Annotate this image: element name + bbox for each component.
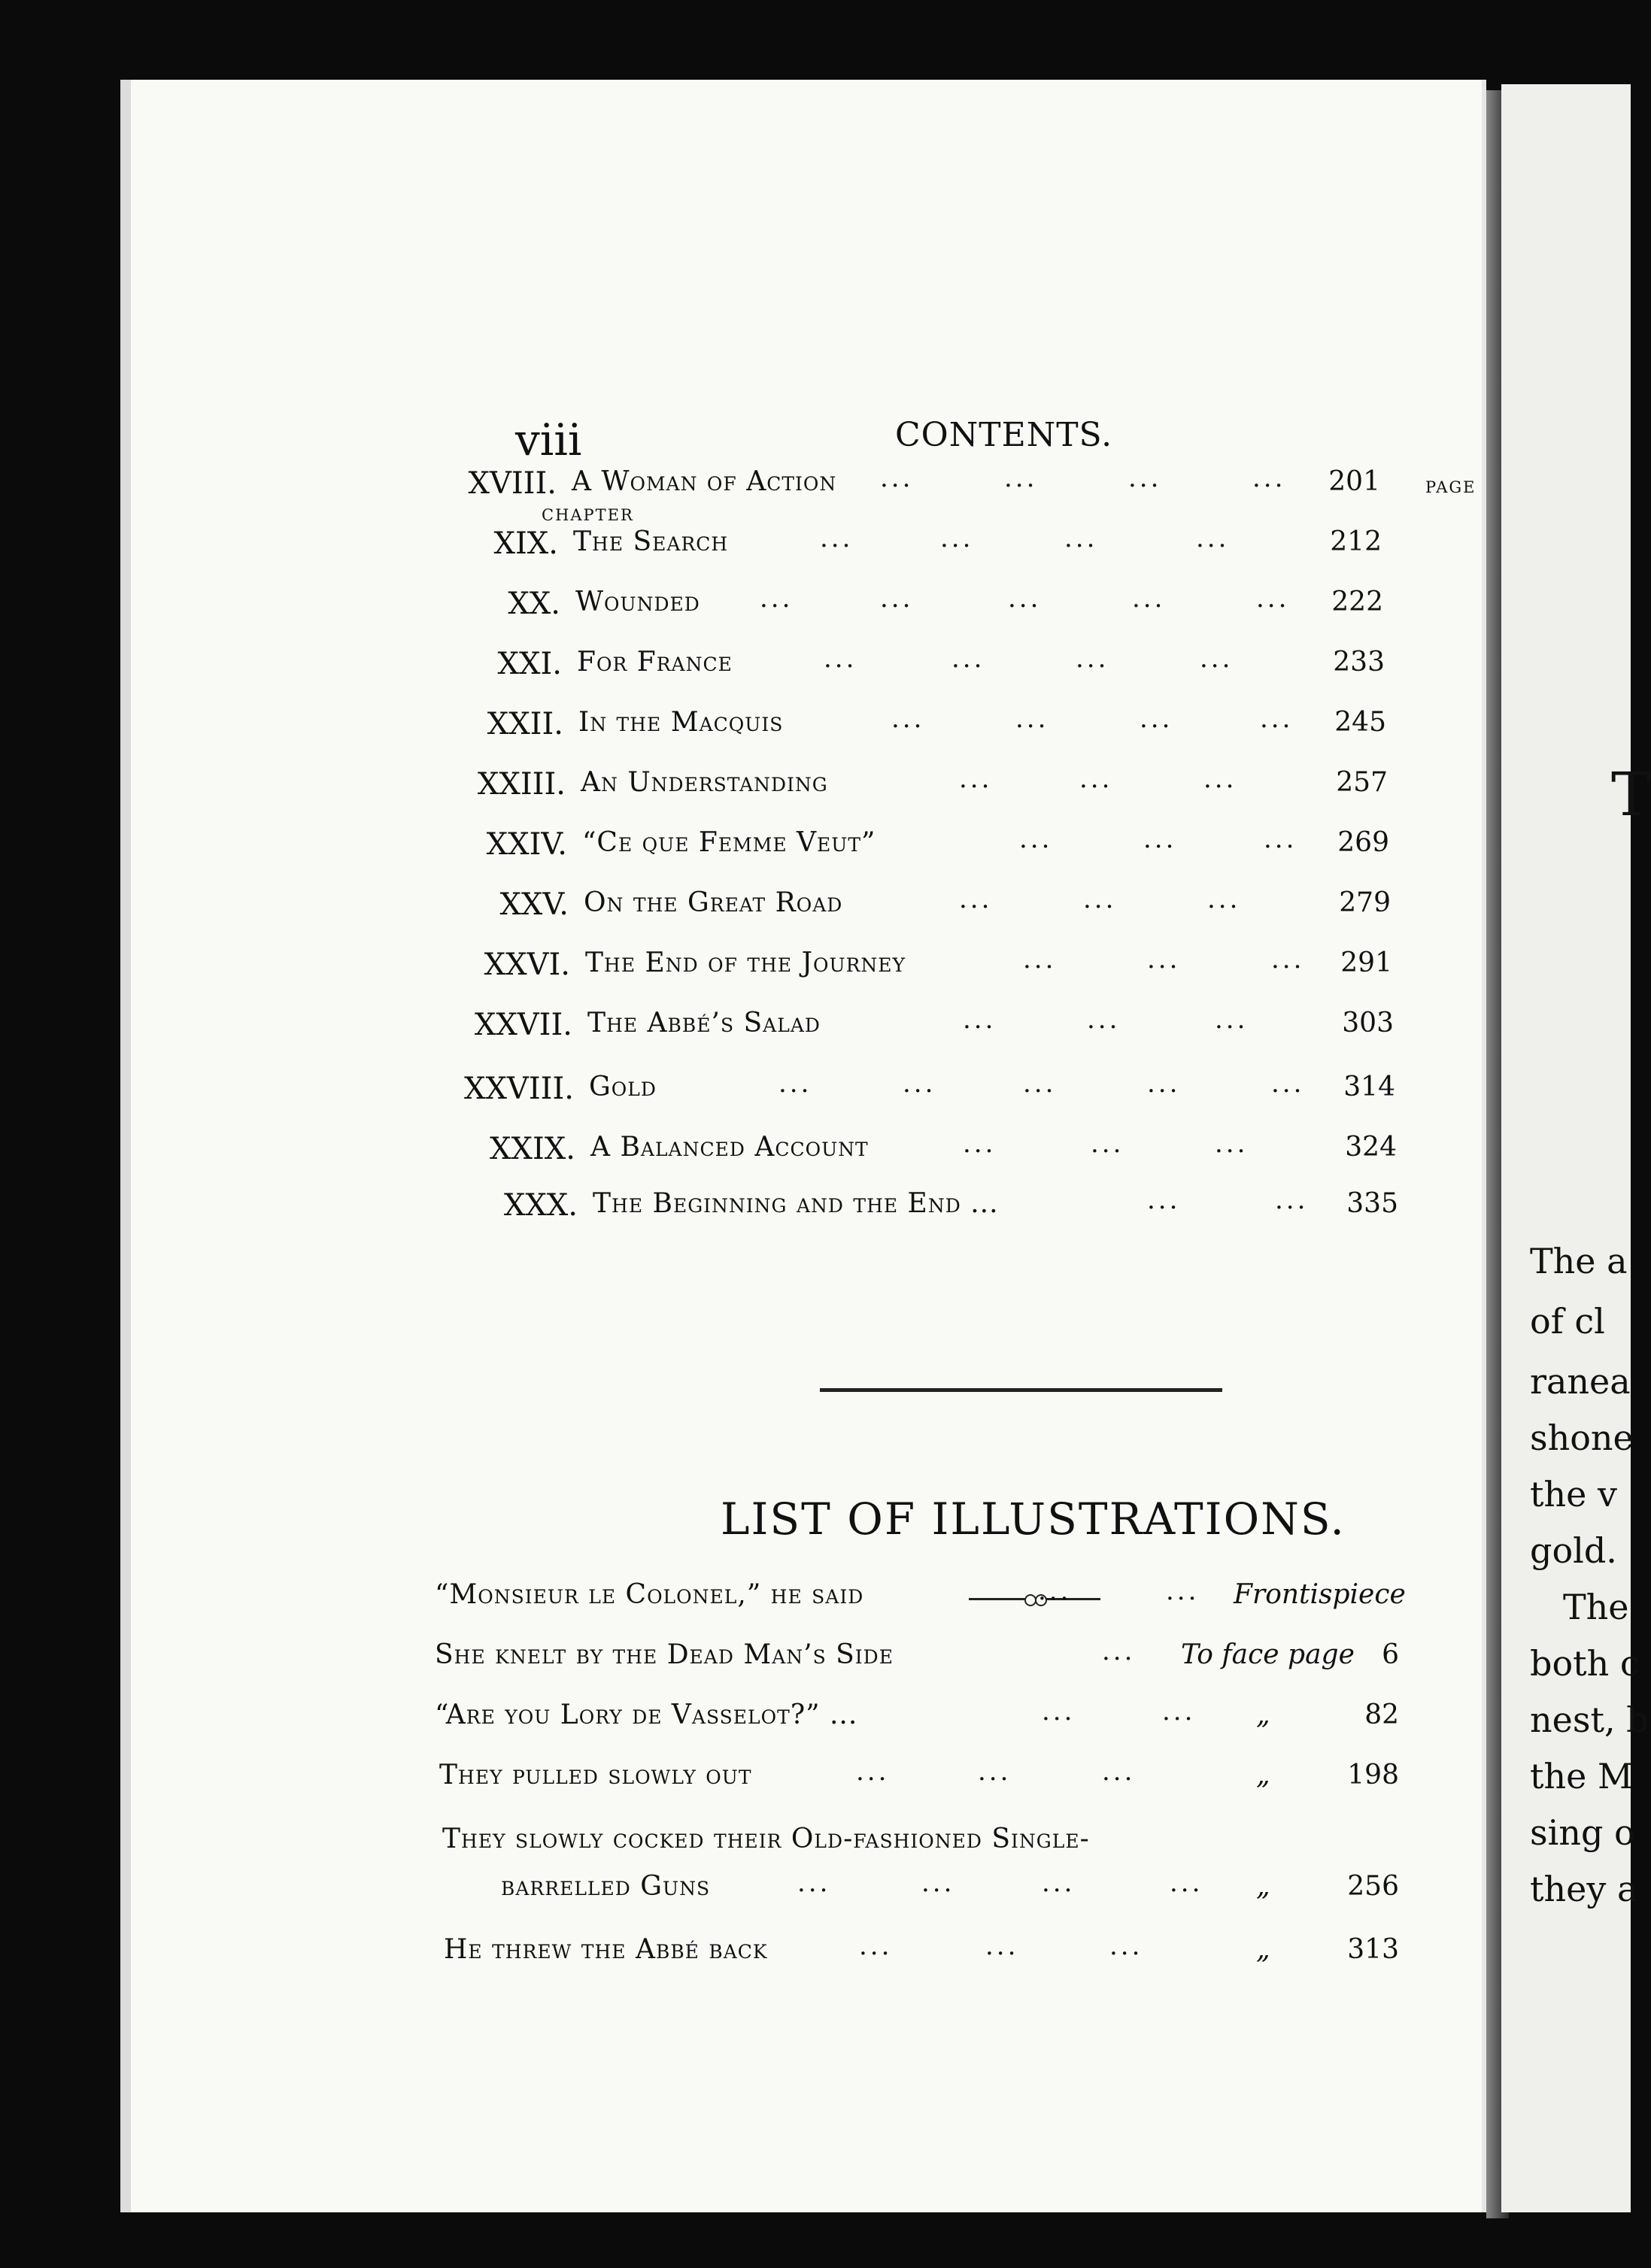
toc-chapter-title: The End of the Journey: [585, 948, 906, 978]
leader-dots: ...: [880, 463, 914, 493]
toc-chapter-title: The Abbé’s Salad: [587, 1008, 821, 1038]
facing-text-fragment: gold.: [1530, 1530, 1617, 1571]
toc-page-number: 233: [1333, 647, 1385, 678]
toc-entry: [447, 824, 1389, 872]
section-divider: [820, 1388, 1222, 1392]
illustration-page-number: 198: [1347, 1760, 1399, 1790]
leader-dots: ...: [903, 1069, 936, 1099]
leader-dots: ...: [1038, 1576, 1072, 1606]
facing-text-fragment: ranea: [1530, 1361, 1631, 1402]
page-column-label: PAGE: [1425, 478, 1476, 496]
facing-text-fragment: sing o: [1530, 1812, 1635, 1853]
leader-dots: ...: [1004, 463, 1038, 493]
toc-chapter-number: XVIII.: [468, 466, 557, 501]
leader-dots: ...: [959, 764, 993, 794]
toc-chapter-number: XXVII.: [474, 1008, 572, 1042]
toc-entry: [445, 764, 1388, 812]
illustration-page-number: 82: [1364, 1699, 1399, 1730]
leader-dots: ...: [1215, 1005, 1249, 1035]
toc-chapter-number: XXIX.: [490, 1132, 575, 1166]
leader-dots: ...: [824, 644, 857, 674]
toc-page-number: 335: [1346, 1188, 1398, 1219]
leader-dots: ...: [1087, 1005, 1121, 1035]
facing-text-fragment: The a: [1530, 1241, 1628, 1281]
toc-entry: [448, 884, 1391, 932]
leader-dots: ...: [1264, 824, 1297, 854]
leader-dots: ...: [859, 1931, 893, 1961]
illustration-caption: She knelt by the Dead Man’s Side: [435, 1639, 894, 1670]
toc-chapter-number: XX.: [508, 587, 560, 621]
leader-dots: ...: [1260, 704, 1294, 734]
leader-dots: ...: [880, 584, 914, 614]
illustration-entry: [439, 1757, 1399, 1805]
leader-dots: ...: [1271, 944, 1305, 975]
toc-page-number: 303: [1342, 1008, 1394, 1038]
toc-chapter-number: XXVIII.: [464, 1072, 574, 1106]
leader-dots: ...: [1196, 523, 1230, 553]
toc-chapter-title: For France: [577, 647, 733, 678]
leader-dots: ...: [760, 584, 794, 614]
facing-text-fragment: both c: [1530, 1643, 1640, 1684]
leader-dots: ...: [1102, 1757, 1136, 1787]
toc-chapter-title: The Search: [573, 526, 729, 557]
toc-entry: [452, 1005, 1394, 1053]
illustration-caption: barrelled Guns: [501, 1871, 711, 1902]
leader-dots: ...: [1076, 644, 1109, 674]
toc-entry: [442, 644, 1385, 692]
facing-text-fragment: the v: [1530, 1474, 1617, 1515]
toc-page-number: 257: [1336, 767, 1388, 798]
illustration-caption: They pulled slowly out: [439, 1760, 752, 1790]
facing-drop-letter: T: [1611, 760, 1651, 829]
page-number: viii: [515, 414, 582, 465]
illustration-placement: „: [1256, 1699, 1270, 1730]
toc-page-number: 291: [1340, 948, 1392, 978]
illustration-caption: “Are you Lory de Vasselot?” ...: [435, 1699, 858, 1730]
toc-chapter-title: An Understanding: [581, 767, 828, 798]
toc-chapter-title: A Woman of Action: [572, 466, 837, 497]
toc-entry: [454, 1069, 1395, 1117]
toc-chapter-number: XIX.: [493, 526, 558, 561]
illustration-page-number: 256: [1347, 1871, 1399, 1902]
leader-dots: ...: [1015, 704, 1049, 734]
leader-dots: ...: [940, 523, 974, 553]
toc-chapter-title: The Beginning and the End ...: [593, 1188, 999, 1219]
leader-dots: ...: [1132, 584, 1166, 614]
leader-dots: ...: [1207, 884, 1241, 914]
leader-dots: ...: [921, 1868, 955, 1898]
leader-dots: ...: [1064, 523, 1098, 553]
toc-chapter-number: XXII.: [487, 707, 563, 741]
illustrations-heading: LIST OF ILLUSTRATIONS.: [721, 1493, 1346, 1545]
leader-dots: ...: [1143, 824, 1177, 854]
leader-dots: ...: [1170, 1868, 1203, 1898]
leader-dots: ...: [1275, 1185, 1309, 1215]
leader-dots: ...: [856, 1757, 890, 1787]
leader-dots: ...: [978, 1757, 1012, 1787]
leader-dots: ...: [1252, 463, 1286, 493]
leader-dots: ...: [1091, 1129, 1124, 1159]
toc-chapter-number: XXVI.: [484, 948, 570, 982]
leader-dots: ...: [985, 1931, 1019, 1961]
chapter-column-label: CHAPTER: [542, 506, 634, 524]
toc-chapter-number: XXI.: [497, 647, 562, 681]
leader-dots: ...: [1042, 1696, 1076, 1727]
book-page: [120, 80, 1486, 2212]
toc-entry: [450, 944, 1392, 993]
leader-dots: ...: [1271, 1069, 1305, 1099]
illustration-placement: To face page: [1181, 1639, 1355, 1670]
toc-chapter-number: XXIV.: [486, 827, 567, 862]
illustration-placement: „: [1256, 1871, 1270, 1902]
leader-dots: ...: [1102, 1636, 1136, 1666]
toc-page-number: 324: [1345, 1132, 1397, 1163]
leader-dots: ...: [963, 1005, 997, 1035]
facing-text-fragment: they a: [1530, 1869, 1638, 1909]
illustration-entry: [435, 1696, 1399, 1745]
leader-dots: ...: [1008, 584, 1042, 614]
toc-entry: [438, 523, 1382, 572]
toc-chapter-title: “Ce que Femme Veut”: [582, 827, 876, 858]
toc-chapter-number: XXIII.: [477, 767, 566, 802]
leader-dots: ...: [1083, 884, 1117, 914]
illustration-caption: They slowly cocked their Old-fashioned Single-: [442, 1824, 1090, 1854]
toc-entry: [443, 704, 1386, 752]
leader-dots: ...: [1147, 1185, 1181, 1215]
toc-page-number: 314: [1343, 1072, 1395, 1102]
facing-text-fragment: shone: [1530, 1418, 1634, 1458]
facing-text-fragment: the M: [1530, 1756, 1634, 1797]
illustration-page-number: 6: [1382, 1639, 1399, 1670]
toc-chapter-title: In the Macquis: [578, 707, 784, 738]
leader-dots: ...: [1023, 944, 1057, 975]
toc-entry: [455, 1129, 1397, 1177]
leader-dots: ...: [1147, 944, 1181, 975]
leader-dots: ...: [1109, 1931, 1143, 1961]
toc-chapter-number: XXV.: [499, 887, 569, 922]
leader-dots: ...: [1200, 644, 1234, 674]
leader-dots: ...: [1162, 1696, 1196, 1727]
illustration-placement: „: [1256, 1934, 1270, 1965]
running-head: CONTENTS.: [895, 416, 1113, 454]
leader-dots: ...: [1079, 764, 1113, 794]
facing-text-fragment: of cl: [1530, 1301, 1605, 1342]
leader-dots: ...: [1023, 1069, 1057, 1099]
leader-dots: ...: [797, 1868, 831, 1898]
leader-dots: ...: [1042, 1868, 1076, 1898]
leader-dots: ...: [1128, 463, 1162, 493]
leader-dots: ...: [1215, 1129, 1249, 1159]
illustration-entry: [444, 1931, 1399, 1979]
leader-dots: ...: [951, 644, 985, 674]
illustration-entry: [442, 1824, 1399, 1869]
toc-page-number: 279: [1339, 887, 1391, 918]
toc-page-number: 245: [1334, 707, 1386, 738]
leader-dots: ...: [1203, 764, 1237, 794]
leader-dots: ...: [963, 1129, 997, 1159]
leader-dots: ...: [1256, 584, 1290, 614]
facing-text-fragment: nest, b: [1530, 1699, 1649, 1740]
leader-dots: ...: [1019, 824, 1053, 854]
leader-dots: ...: [1166, 1576, 1200, 1606]
leader-dots: ...: [959, 884, 993, 914]
toc-chapter-title: On the Great Road: [584, 887, 843, 918]
leader-dots: ...: [891, 704, 925, 734]
leader-dots: ...: [778, 1069, 812, 1099]
illustration-entry: [501, 1868, 1399, 1916]
illustration-page-number: 313: [1347, 1934, 1399, 1965]
illustration-entry: [435, 1636, 1399, 1684]
toc-page-number: 201: [1328, 466, 1380, 497]
leader-dots: ...: [1140, 704, 1173, 734]
toc-chapter-number: XXX.: [503, 1188, 578, 1223]
toc-entry: [436, 463, 1380, 511]
illustration-placement: „: [1256, 1760, 1270, 1790]
leader-dots: ...: [1147, 1069, 1181, 1099]
illustration-entry: [435, 1576, 1406, 1624]
facing-text-fragment: The: [1563, 1587, 1629, 1627]
toc-page-number: 222: [1331, 587, 1383, 617]
toc-page-number: 212: [1330, 526, 1382, 557]
toc-entry: [457, 1185, 1398, 1233]
illustration-caption: He threw the Abbé back: [444, 1934, 768, 1965]
toc-chapter-title: A Balanced Account: [590, 1132, 869, 1163]
toc-entry: [440, 584, 1383, 632]
illustration-caption: “Monsieur le Colonel,” he said: [435, 1579, 864, 1610]
illustration-placement: Frontispiece: [1234, 1579, 1406, 1610]
toc-chapter-title: Gold: [589, 1072, 657, 1102]
toc-page-number: 269: [1337, 827, 1389, 858]
toc-chapter-title: Wounded: [575, 587, 700, 617]
leader-dots: ...: [820, 523, 854, 553]
facing-page: [1501, 84, 1651, 2212]
